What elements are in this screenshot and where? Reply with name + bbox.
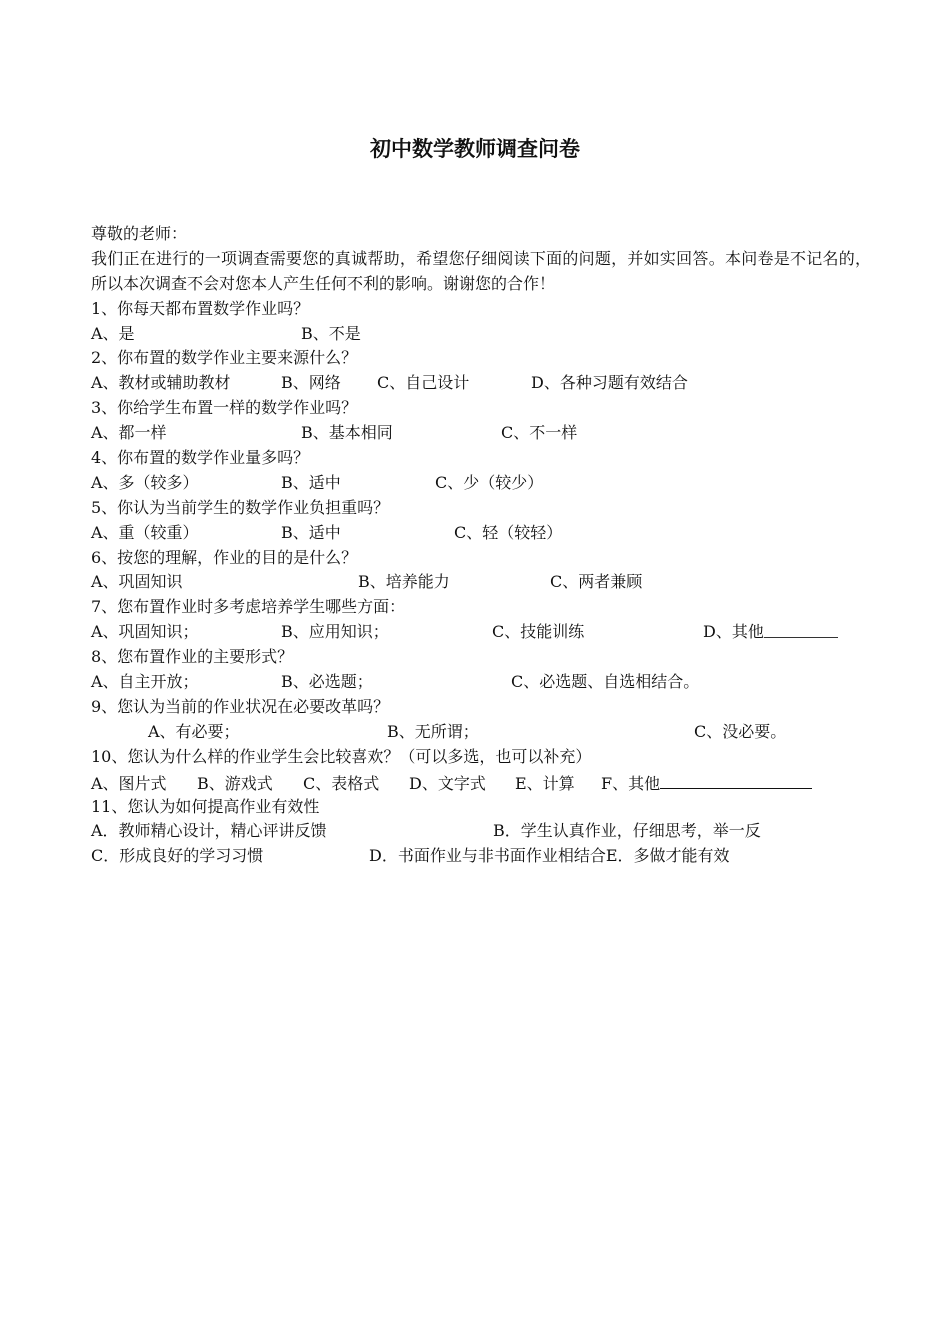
q6-option-c: C、两者兼顾 <box>550 572 643 592</box>
q7-option-d: D、其他 <box>703 622 764 642</box>
q9-option-a: A、有必要； <box>148 721 240 741</box>
q1-option-a: A、是 <box>91 323 135 343</box>
question-11-options-row2 <box>91 844 871 869</box>
question-1-options <box>91 322 871 347</box>
question-2-options <box>91 371 871 396</box>
question-5-options <box>91 521 871 546</box>
q7-option-c: C、技能训练 <box>492 622 585 642</box>
q2-option-d: D、各种习题有效结合 <box>531 373 688 393</box>
greeting: 尊敬的老师： <box>91 224 188 243</box>
q1-option-b: B、不是 <box>301 323 361 343</box>
question-11-options-row1 <box>91 819 871 844</box>
question-3-options <box>91 421 871 446</box>
q11-option-c: C．形成良好的学习习惯 <box>91 846 264 866</box>
question-8: 8、您布置作业的主要形式？ <box>91 647 294 667</box>
q4-option-c: C、少（较少） <box>435 472 544 492</box>
question-9-options <box>91 720 871 745</box>
q10-option-c: C、表格式 <box>303 773 380 793</box>
q6-option-b: B、培养能力 <box>358 572 450 592</box>
q9-option-c: C、没必要。 <box>694 721 787 741</box>
question-7-options <box>91 620 871 645</box>
question-10-options <box>91 770 871 795</box>
survey-body <box>91 222 871 869</box>
q2-option-a: A、教材或辅助教材 <box>91 373 231 393</box>
q10-option-d: D、文字式 <box>409 773 486 793</box>
question-4-options <box>91 471 871 496</box>
q10-option-b: B、游戏式 <box>197 773 273 793</box>
question-7: 7、您布置作业时多考虑培养学生哪些方面： <box>91 597 406 617</box>
question-1: 1、你每天都布置数学作业吗？ <box>91 298 310 318</box>
question-4: 4、你布置的数学作业量多吗？ <box>91 448 310 468</box>
question-9: 9、您认为当前的作业状况在必要改革吗？ <box>91 696 390 716</box>
q5-option-c: C、轻（较轻） <box>454 522 563 542</box>
q5-option-a: A、重（较重） <box>91 522 199 542</box>
q11-option-d: D．书面作业与非书面作业相结合 <box>369 846 606 866</box>
q6-option-a: A、巩固知识 <box>91 572 183 592</box>
q2-option-b: B、网络 <box>281 373 341 393</box>
q8-option-a: A、自主开放； <box>91 672 199 692</box>
q10-option-a: A、图片式 <box>91 773 167 793</box>
question-3: 3、你给学生布置一样的数学作业吗？ <box>91 398 358 418</box>
question-11: 11、您认为如何提高作业有效性 <box>91 796 320 816</box>
q10-option-e: E、计算 <box>515 773 575 793</box>
page-title: 初中数学教师调查问卷 <box>370 137 580 161</box>
q2-option-c: C、自己设计 <box>377 373 470 393</box>
q8-option-c: C、必选题、自选相结合。 <box>511 672 700 692</box>
q3-option-a: A、都一样 <box>91 423 167 443</box>
intro-paragraph: 我们正在进行的一项调查需要您的真诚帮助，希望您仔细阅读下面的问题，并如实回答。本问卷是不记名的，所以本次调查不会对您本人产生任何不利的影响。谢谢您的合作！ <box>91 248 871 293</box>
q10-option-f: F、其他 <box>601 773 661 793</box>
q8-option-b: B、必选题； <box>281 672 373 692</box>
q3-option-c: C、不一样 <box>501 423 578 443</box>
q7-answer-blank <box>764 627 838 638</box>
question-8-options <box>91 670 871 695</box>
q9-option-b: B、无所谓； <box>387 721 479 741</box>
q11-option-a: A．教师精心设计，精心评讲反馈 <box>91 821 327 841</box>
q10-answer-blank <box>660 770 812 789</box>
q7-option-a: A、巩固知识； <box>91 622 199 642</box>
question-5: 5、你认为当前学生的数学作业负担重吗？ <box>91 497 390 517</box>
q4-option-b: B、适中 <box>281 472 341 492</box>
question-2: 2、你布置的数学作业主要来源什么？ <box>91 348 358 368</box>
q5-option-b: B、适中 <box>281 522 341 542</box>
question-6-options <box>91 570 871 595</box>
q7-option-b: B、应用知识； <box>281 622 389 642</box>
q11-option-b: B．学生认真作业，仔细思考，举一反 <box>493 821 761 841</box>
q11-option-e: E．多做才能有效 <box>605 846 730 866</box>
question-10: 10、您认为什么样的作业学生会比较喜欢？（可以多选，也可以补充） <box>91 746 592 766</box>
q3-option-b: B、基本相同 <box>301 423 393 443</box>
q4-option-a: A、多（较多） <box>91 472 199 492</box>
question-6: 6、按您的理解，作业的目的是什么？ <box>91 547 358 567</box>
